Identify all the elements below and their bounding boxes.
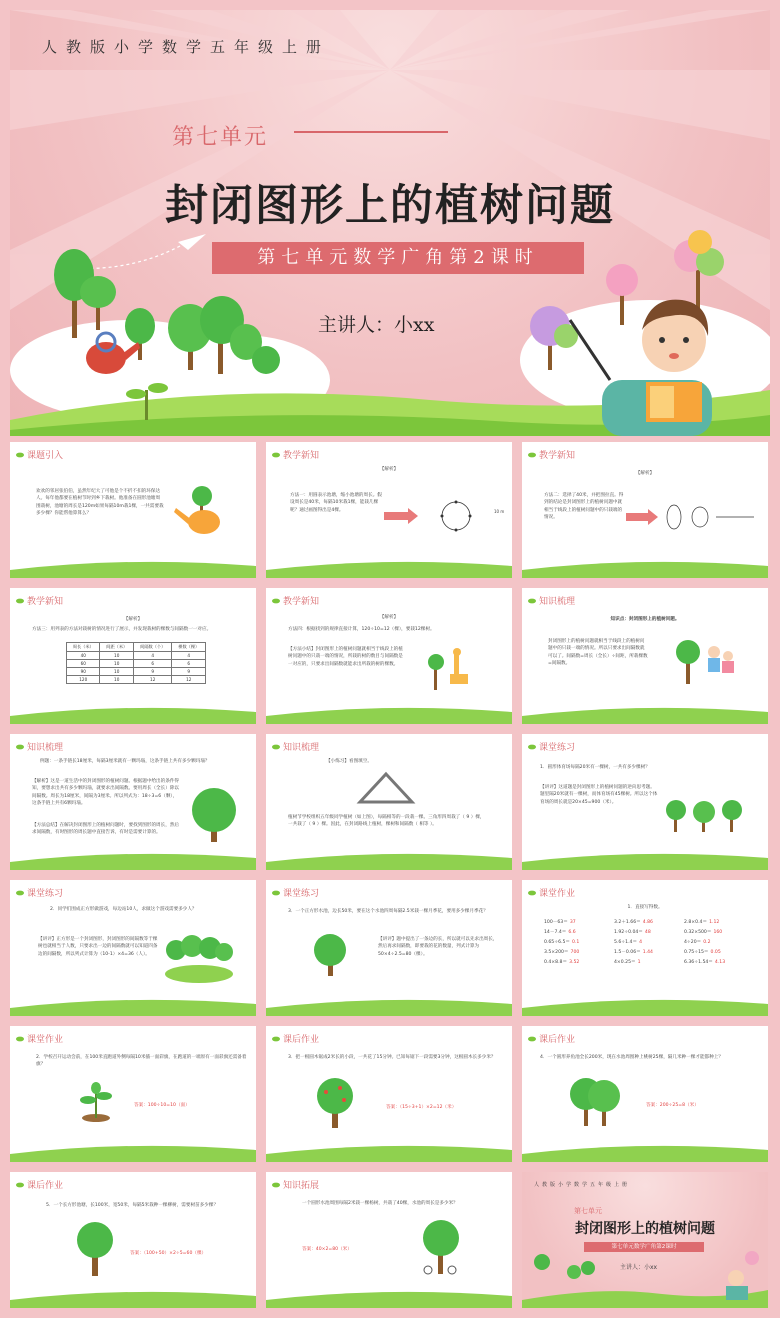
calc-question: 14－7.4＝ bbox=[544, 930, 567, 935]
slide-text: 例题：一条手链长18厘米，每隔3厘米就有一颗玛瑙，这条手链上共有多少颗玛瑙？ bbox=[40, 759, 210, 764]
calc-question: 0.32×500＝ bbox=[684, 930, 712, 935]
grade-label: 人教版小学数学五年级上册 bbox=[42, 38, 331, 56]
slide-heading: 教学新知 bbox=[539, 451, 576, 461]
tree-icon bbox=[306, 930, 356, 980]
calc-cell bbox=[684, 918, 754, 928]
slide-analysis: 【解析】这是一道生活中的封闭图形的植树问题。根据题中给出的条件得知，要想求出共有多少颗玛瑙，就要求出间隔数。要用周长（全长）除以间隔数。周长为18厘米，间隔为3厘米。所以列式为：18÷3=6（颗），这条手链上共有6颗玛瑙。 bbox=[32, 779, 180, 807]
calc-answer: 4.86 bbox=[642, 920, 653, 925]
slide-summary: 【方法小结】封闭图形上的植树问题就相当于线段上的植树问题中的只栽一端的情况，所栽的树的数目与间隔数是一对应的，只要求出间隔数就能求出所栽的树的棵数。 bbox=[288, 647, 403, 667]
grass-hill bbox=[266, 994, 512, 1016]
table-row bbox=[67, 668, 206, 676]
slide-thumbnail[interactable] bbox=[522, 1026, 768, 1162]
slide-label: 【解析】 bbox=[123, 617, 143, 622]
answer-text: 答案：100÷10=10（面） bbox=[134, 1103, 190, 1108]
calc-cell bbox=[684, 958, 754, 968]
slide-thumbnail[interactable] bbox=[10, 442, 256, 578]
slide-thumbnail-cover[interactable] bbox=[522, 1172, 768, 1308]
calc-answer: 0.05 bbox=[710, 950, 721, 955]
calc-answer: 1 bbox=[637, 960, 641, 965]
calc-cell bbox=[544, 928, 614, 938]
calc-answer: 48 bbox=[644, 930, 651, 935]
table-header: 周长（米） bbox=[67, 643, 100, 652]
slide-thumbnail[interactable] bbox=[10, 1026, 256, 1162]
slide-label: 【小练习】看图填空。 bbox=[326, 759, 372, 764]
slide-label: 【解析】 bbox=[379, 467, 399, 472]
mini-speaker: 主讲人：小xx bbox=[620, 1264, 658, 1271]
mini-landscape-illustration bbox=[522, 1172, 768, 1308]
line-diagram-icon bbox=[626, 502, 756, 532]
slide-heading: 课堂练习 bbox=[283, 889, 320, 899]
distance-tag: 10 m bbox=[494, 509, 505, 514]
calc-cell bbox=[614, 938, 684, 948]
table-row bbox=[67, 660, 206, 668]
calc-answer: 6.6 bbox=[568, 930, 576, 935]
leaf-icon bbox=[272, 889, 280, 897]
leaf-icon bbox=[16, 1035, 24, 1043]
table-cell: 9 bbox=[133, 668, 172, 676]
calc-cell bbox=[614, 958, 684, 968]
calc-answer: 4.13 bbox=[714, 960, 726, 965]
table-cell: 40 bbox=[67, 652, 100, 660]
table-cell: 10 bbox=[100, 668, 133, 676]
table-cell: 60 bbox=[67, 660, 100, 668]
table-cell: 90 bbox=[67, 668, 100, 676]
calc-question: 5.6÷1.4＝ bbox=[614, 940, 638, 945]
tree-group-icon bbox=[566, 1072, 626, 1128]
table-header: 间隔数（个） bbox=[133, 643, 172, 652]
grass-hill bbox=[266, 702, 512, 724]
slide-label: 【解析】 bbox=[635, 471, 655, 476]
leaf-icon bbox=[16, 1181, 24, 1189]
calculation-grid bbox=[544, 918, 754, 968]
calc-answer: 1.12 bbox=[709, 920, 720, 925]
table-cell: 10 bbox=[100, 676, 133, 684]
grass-hill bbox=[522, 556, 768, 578]
slide-thumbnail[interactable] bbox=[266, 588, 512, 724]
mini-grade-label: 人教版小学数学五年级上册 bbox=[534, 1182, 631, 1188]
slide-label: 知识点：封闭图形上的植树问题。 bbox=[610, 617, 680, 622]
paper-plane-icon bbox=[178, 234, 206, 250]
grass-hill bbox=[10, 1140, 256, 1162]
calc-question: 3.2＋1.66＝ bbox=[614, 920, 641, 925]
grass-hill bbox=[266, 1140, 512, 1162]
slide-thumbnail[interactable] bbox=[522, 588, 768, 724]
calc-cell bbox=[614, 948, 684, 958]
calc-question: 4×0.25＝ bbox=[614, 960, 636, 965]
lesson-ribbon: 第七单元数学广角第2课时 bbox=[212, 242, 584, 274]
leaf-icon bbox=[272, 1181, 280, 1189]
calc-answer: 0.1 bbox=[571, 940, 580, 945]
grass-hill bbox=[10, 994, 256, 1016]
tree-icon bbox=[70, 1218, 120, 1278]
slide-thumbnail[interactable] bbox=[522, 880, 768, 1016]
leaf-icon bbox=[16, 743, 24, 751]
speaker-label: 主讲人：小xx bbox=[318, 314, 435, 336]
slide-text: 欢欢的邻居张伯伯，虽然年纪大了可他是个不折不扣的环保达人。每年他都要在植树节时到乡下栽树。他准备在圆形池塘周围栽树，池塘的周长是120m如果每隔10m栽1棵，一共需要栽多少棵？你能帮他算算么？ bbox=[36, 489, 164, 517]
leaf-icon bbox=[272, 597, 280, 605]
slide-heading: 教学新知 bbox=[283, 597, 320, 607]
slide-text: 5．一个长方形池塘，长100米，宽50米，每隔5米栽种一棵柳树，需要树苗多少棵？ bbox=[46, 1203, 219, 1208]
calc-row bbox=[544, 928, 754, 938]
slide-heading: 课题引入 bbox=[27, 451, 64, 461]
slide-heading: 知识梳理 bbox=[27, 743, 64, 753]
grass-hill bbox=[10, 556, 256, 578]
slide-label: 【解析】 bbox=[379, 615, 399, 620]
leaf-icon bbox=[528, 1035, 536, 1043]
table-header: 间距（米） bbox=[100, 643, 133, 652]
calc-question: 6.36÷1.54＝ bbox=[684, 960, 713, 965]
calc-answer: 700 bbox=[570, 950, 580, 955]
watering-can-icon bbox=[174, 486, 230, 536]
slide-thumbnail[interactable] bbox=[522, 442, 768, 578]
slide-analysis: 【讲评】题中提出了一条边的长，所以就可以先求出周长，然后再求间隔数，即要栽的花的数量，列式计算为50×4÷2.5=80（棵）。 bbox=[378, 937, 498, 957]
table-row bbox=[67, 652, 206, 660]
calc-question: 100－63＝ bbox=[544, 920, 568, 925]
slide-thumbnail[interactable] bbox=[266, 442, 512, 578]
slide-heading: 课堂作业 bbox=[27, 1035, 64, 1045]
table-cell: 6 bbox=[133, 660, 172, 668]
calc-cell bbox=[614, 918, 684, 928]
answer-text: 答案：200÷25=8（米） bbox=[646, 1103, 699, 1108]
slide-thumbnail[interactable] bbox=[10, 1172, 256, 1308]
table-cell: 10 bbox=[100, 652, 133, 660]
calc-cell bbox=[544, 948, 614, 958]
slide-heading: 教学新知 bbox=[27, 597, 64, 607]
apple-tree-icon bbox=[310, 1074, 360, 1130]
slide-text: 1．圆形体育场每隔20米有一棵树，一共有多少棵树？ bbox=[540, 765, 650, 770]
calc-cell bbox=[684, 928, 754, 938]
slide-heading: 知识梳理 bbox=[539, 597, 576, 607]
leaf-icon bbox=[528, 743, 536, 751]
slide-thumbnail[interactable] bbox=[266, 734, 512, 870]
sprout-icon bbox=[74, 1078, 118, 1122]
circle-diagram-icon bbox=[384, 494, 494, 538]
grass-hill bbox=[266, 1286, 512, 1308]
cover-slide bbox=[10, 10, 770, 436]
slide-label: 1．直接写得数。 bbox=[627, 905, 663, 910]
slide-analysis: 【讲评】这道题是封闭图形上的植树问题的逆向思考题。题里隔20米就有一棵树，而体育场有45棵树。所以这个体育场的周长就是20×45=900（米）。 bbox=[540, 785, 658, 805]
slide-text: 3．一个正方形水池，边长50米，要在这个水池四周每隔2.5米栽一棵月季花，要用多少棵月季花？ bbox=[288, 909, 488, 914]
slide-text: 植树节学校组织五年级同学植树（如上图），每隔相等的一段栽一棵。三角形四周栽了（ 9 ）棵，一共栽了（ 9 ）棵。因此，在封闭路线上植树，棵树和间隔数（ 相等 ）。 bbox=[288, 815, 485, 828]
table-cell: 10 bbox=[100, 660, 133, 668]
mini-ribbon: 第七单元数学广角第2课时 bbox=[584, 1242, 704, 1252]
page-title: 封闭图形上的植树问题 bbox=[165, 181, 615, 231]
mini-title: 封闭图形上的植树问题 bbox=[575, 1221, 715, 1237]
calc-row bbox=[544, 938, 754, 948]
slide-text: 方法三：用列表的方法对栽树的情况进行了展示，并发现栽树的棵数与间隔数一一对应。 bbox=[32, 627, 212, 632]
slide-heading: 教学新知 bbox=[283, 451, 320, 461]
slide-heading: 知识梳理 bbox=[283, 743, 320, 753]
grass-hill bbox=[522, 1140, 768, 1162]
slide-text: 方法四：根据找到的规律直接计算，120÷10=12（棵），要栽12棵树。 bbox=[288, 627, 435, 632]
calc-question: 2.8×0.4＝ bbox=[684, 920, 708, 925]
tree-bike-icon bbox=[416, 1216, 466, 1278]
slide-text: 封闭图形上的植树问题就相当于线段上的植树问题中的只栽一端的情况。所以只要求出间隔数就可以了。间隔数=周长（全长）÷间距，所栽棵数=间隔数。 bbox=[548, 639, 648, 667]
slide-thumbnail[interactable] bbox=[266, 880, 512, 1016]
calc-question: 1.92÷0.04＝ bbox=[614, 930, 643, 935]
table-header-row bbox=[67, 643, 206, 652]
calc-row bbox=[544, 948, 754, 958]
slide-heading: 知识拓展 bbox=[283, 1181, 320, 1191]
slide-analysis: 【讲评】正方形是一个封闭图形，封闭图形的间隔数等于棵树也就相当于人数，只要求出一边的间隔数就可以知道四条边的间隔数，所以列式计算为（10-1）×4=36（人）。 bbox=[38, 937, 158, 957]
calc-answer: 3.52 bbox=[569, 960, 580, 965]
slide-summary: 【方法总结】在解决封闭图形上的植树问题时，要找到图形的周长，然后求间隔数，有时图形的周长题中直接告诉，有时是需要计算的。 bbox=[32, 823, 180, 836]
calc-cell bbox=[684, 948, 754, 958]
calc-cell bbox=[684, 938, 754, 948]
slide-text: 一个圆形水池周围每隔2米栽一棵杨树，共栽了40棵，水池的周长是多少米？ bbox=[302, 1201, 458, 1206]
calc-question: 1.5－0.06＝ bbox=[614, 950, 641, 955]
grass-hill bbox=[522, 994, 768, 1016]
answer-text: 答案：（15÷3+1）×2=12（米） bbox=[386, 1105, 457, 1110]
grass-hill bbox=[522, 848, 768, 870]
slide-thumbnail[interactable] bbox=[10, 588, 256, 724]
table-cell: 120 bbox=[67, 676, 100, 684]
calc-question: 4÷20＝ bbox=[684, 940, 702, 945]
table-row bbox=[67, 676, 206, 684]
table-cell: 12 bbox=[172, 676, 206, 684]
landscape-illustration bbox=[10, 10, 770, 436]
triangle-diagram-icon bbox=[356, 770, 416, 806]
trees-icon bbox=[662, 794, 752, 834]
calc-question: 3.5×200＝ bbox=[544, 950, 569, 955]
slide-text: 方法二：选择了40米，并把图拉直。得到的结论是封闭图形上的植树问题中就相当于线段上的植树问题中的只栽端的情况。 bbox=[544, 493, 624, 521]
grass-hill bbox=[10, 848, 256, 870]
slide-text: 2．同学们围成正方形做游戏，每边站10人，求做这个游戏需要多少人？ bbox=[50, 907, 197, 912]
calc-cell bbox=[544, 958, 614, 968]
calc-cell bbox=[614, 928, 684, 938]
slide-heading: 课后作业 bbox=[283, 1035, 320, 1045]
table-cell: 12 bbox=[133, 676, 172, 684]
table-cell: 6 bbox=[172, 660, 206, 668]
giraffe-icon bbox=[426, 644, 476, 694]
leaf-icon bbox=[528, 451, 536, 459]
slide-text: 3．把一根圆木锯成2米长的小段，一共花了15分钟。已知每锯下一段需要3分钟，这根圆木长多少米？ bbox=[288, 1055, 496, 1060]
calc-answer: 4 bbox=[639, 940, 642, 945]
calc-row bbox=[544, 918, 754, 928]
grass-hill bbox=[10, 1286, 256, 1308]
calc-answer: 37 bbox=[569, 920, 576, 925]
slide-text: 4．一个圆形养鱼池全长200米，现在水池周围种上桃树25棵，隔几米种一棵才能都种上？ bbox=[540, 1055, 723, 1060]
leaf-icon bbox=[16, 889, 24, 897]
answer-text: 答案：（100+50）×2÷5=60（棵） bbox=[130, 1251, 207, 1256]
table-cell: 4 bbox=[172, 652, 206, 660]
leaf-icon bbox=[16, 597, 24, 605]
calc-answer: 0.2 bbox=[703, 940, 711, 945]
calc-answer: 1.44 bbox=[642, 950, 653, 955]
slide-thumbnail[interactable] bbox=[10, 734, 256, 870]
slide-thumbnail[interactable] bbox=[266, 1172, 512, 1308]
calc-question: 0.65÷6.5＝ bbox=[544, 940, 570, 945]
slide-thumbnail[interactable] bbox=[266, 1026, 512, 1162]
grass-hill bbox=[522, 702, 768, 724]
slide-heading: 课后作业 bbox=[27, 1181, 64, 1191]
grass-hill bbox=[266, 848, 512, 870]
table-header: 棵数（棵） bbox=[172, 643, 206, 652]
table-cell: 9 bbox=[172, 668, 206, 676]
grass-hill bbox=[10, 702, 256, 724]
slide-thumbnail[interactable] bbox=[522, 734, 768, 870]
leaf-icon bbox=[528, 889, 536, 897]
slide-heading: 课堂练习 bbox=[539, 743, 576, 753]
calc-row bbox=[544, 958, 754, 968]
slide-heading: 课堂作业 bbox=[539, 889, 576, 899]
leaf-icon bbox=[528, 597, 536, 605]
big-tree-icon bbox=[184, 784, 244, 844]
leaf-icon bbox=[16, 451, 24, 459]
calc-question: 0.4×8.8＝ bbox=[544, 960, 568, 965]
leaf-icon bbox=[272, 743, 280, 751]
slide-heading: 课堂练习 bbox=[27, 889, 64, 899]
leaf-icon bbox=[272, 1035, 280, 1043]
unit-label: 第七单元 bbox=[172, 125, 269, 150]
tree-kids-icon bbox=[672, 632, 742, 688]
slide-thumbnail[interactable] bbox=[10, 880, 256, 1016]
data-table bbox=[66, 642, 206, 684]
grass-hill bbox=[266, 556, 512, 578]
slide-text: 2．学校召开运动会前，在100米直跑道外侧每隔10米插一面彩旗，在跑道的一端原有一面彩旗还需备着旗？ bbox=[36, 1055, 247, 1068]
slide-heading: 课后作业 bbox=[539, 1035, 576, 1045]
calc-cell bbox=[544, 938, 614, 948]
forest-icon bbox=[164, 928, 234, 984]
answer-text: 答案：40×2=80（米） bbox=[302, 1247, 352, 1252]
calc-answer: 160 bbox=[713, 930, 723, 935]
calc-cell bbox=[544, 918, 614, 928]
leaf-icon bbox=[272, 451, 280, 459]
slide-text: 方法一：用圆表示池塘，缩小池塘的周长。假设周长是40米，每隔10米栽1棵，能栽几棵呢？通过画图得出是4棵。 bbox=[290, 493, 382, 513]
mini-unit-label: 第七单元 bbox=[574, 1207, 602, 1215]
calc-question: 0.75÷15＝ bbox=[684, 950, 709, 955]
table-cell: 4 bbox=[133, 652, 172, 660]
